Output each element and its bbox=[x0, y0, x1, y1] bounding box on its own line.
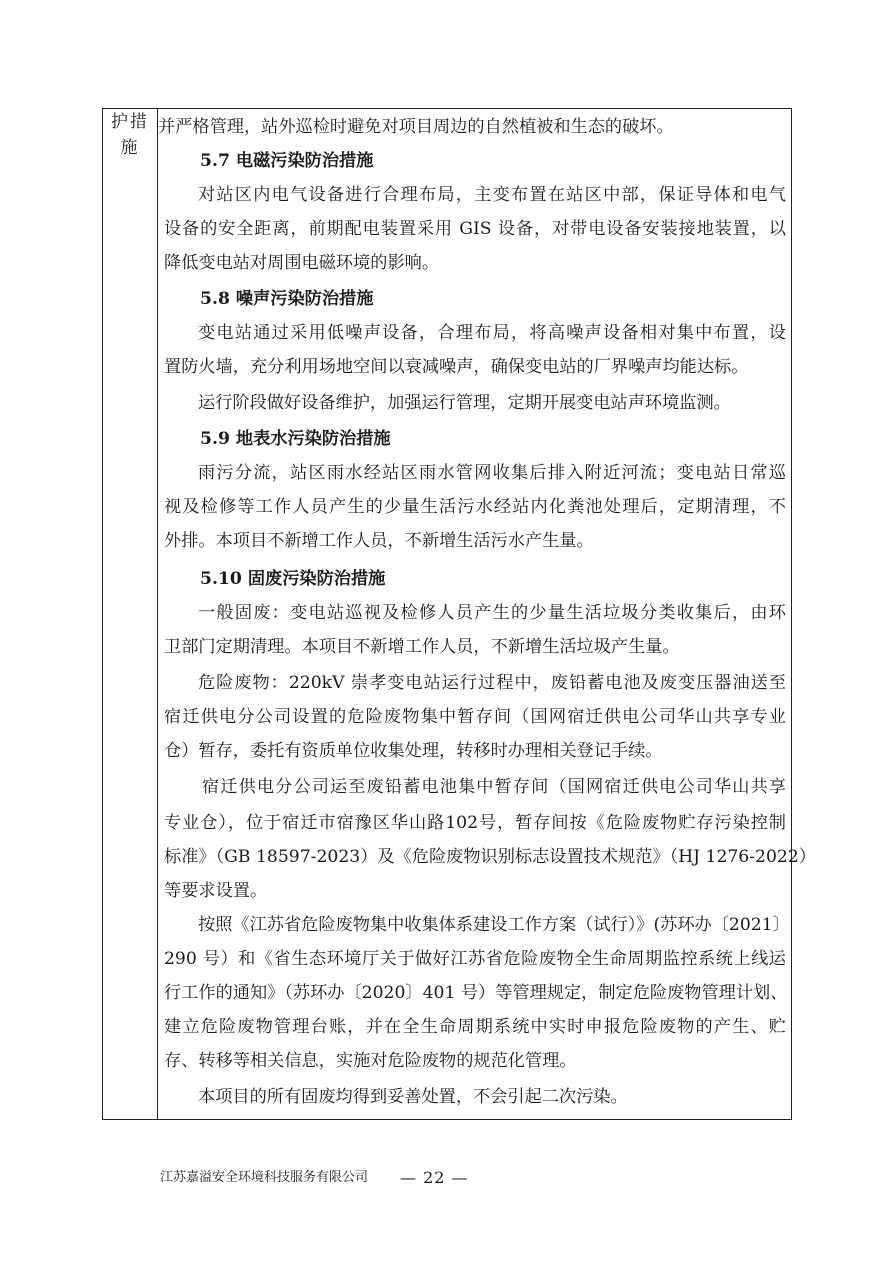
paragraph-line: 危险废物：220kV 崇孝变电站运行过程中，废铅蓄电池及废变压器油送至 bbox=[198, 673, 786, 693]
paragraph-line: 雨污分流，站区雨水经站区雨水管网收集后排入附近河流；变电站日常巡 bbox=[198, 463, 786, 483]
paragraph-line: 并严格管理，站外巡检时避免对项目周边的自然植被和生态的破坏。 bbox=[158, 117, 674, 137]
paragraph-line: 降低变电站对周围电磁环境的影响。 bbox=[164, 253, 440, 273]
section-heading-5-7: 5.7 电磁污染防治措施 bbox=[200, 151, 374, 171]
paragraph-line: 一般固废：变电站巡视及检修人员产生的少量生活垃圾分类收集后，由环 bbox=[198, 603, 786, 623]
paragraph-line: 变电站通过采用低噪声设备，合理布局，将高噪声设备相对集中布置，设 bbox=[198, 323, 786, 343]
paragraph-line: 运行阶段做好设备维护，加强运行管理，定期开展变电站声环境监测。 bbox=[198, 393, 731, 413]
paragraph-line: 外排。本项目不新增工作人员，不新增生活污水产生量。 bbox=[164, 531, 594, 551]
paragraph-line: 对站区内电气设备进行合理布局，主变布置在站区中部，保证导体和电气 bbox=[198, 185, 786, 205]
paragraph-line: 行工作的通知》（苏环办〔2020〕401 号）等管理规定，制定危险废物管理计划、 bbox=[164, 983, 788, 1003]
paragraph-line: 设备的安全距离，前期配电装置采用 GIS 设备，对带电设备安装接地装置，以 bbox=[164, 219, 786, 239]
section-heading-5-9: 5.9 地表水污染防治措施 bbox=[200, 429, 391, 449]
paragraph-line: 建立危险废物管理台账，并在全生命周期系统中实时申报危险废物的产生、贮 bbox=[164, 1017, 786, 1037]
section-heading-5-10: 5.10 固废污染防治措施 bbox=[200, 569, 386, 589]
paragraph-line: 存、转移等相关信息，实施对危险废物的规范化管理。 bbox=[164, 1051, 577, 1071]
row-label: 护措施 bbox=[111, 112, 149, 158]
paragraph-line: 290 号）和《省生态环境厅关于做好江苏省危险废物全生命周期监控系统上线运 bbox=[164, 949, 786, 969]
paragraph-line: 本项目的所有固废均得到妥善处置，不会引起二次污染。 bbox=[198, 1087, 628, 1107]
paragraph-line: 视及检修等工作人员产生的少量生活污水经站内化粪池处理后，定期清理，不 bbox=[164, 497, 786, 517]
paragraph-line: 卫部门定期清理。本项目不新增工作人员，不新增生活垃圾产生量。 bbox=[164, 637, 680, 657]
content-column bbox=[158, 109, 816, 1119]
paragraph-line: 宿迁供电分公司运至废铅蓄电池集中暂存间（国网宿迁供电公司华山共享 bbox=[202, 777, 786, 797]
footer-company-name: 江苏嘉溢安全环境科技服务有限公司 bbox=[160, 1170, 369, 1185]
paragraph-line: 按照《江苏省危险废物集中收集体系建设工作方案（试行）》(苏环办〔2021〕 bbox=[198, 915, 790, 935]
label-column bbox=[103, 109, 158, 1119]
paragraph-line: 置防火墙，充分利用场地空间以衰减噪声，确保变电站的厂界噪声均能达标。 bbox=[164, 357, 749, 377]
paragraph-line: 等要求设置。 bbox=[164, 881, 268, 901]
paragraph-line: 专业仓），位于宿迁市宿豫区华山路102号，暂存间按《危险废物贮存污染控制 bbox=[164, 813, 786, 833]
paragraph-line: 仓）暂存，委托有资质单位收集处理，转移时办理相关登记手续。 bbox=[164, 741, 663, 761]
page-number: — 22 — bbox=[400, 1168, 469, 1187]
section-heading-5-8: 5.8 噪声污染防治措施 bbox=[200, 289, 374, 309]
paragraph-line: 宿迁供电分公司设置的危险废物集中暂存间（国网宿迁供电公司华山共享专业 bbox=[164, 707, 786, 727]
content-table bbox=[102, 108, 816, 1120]
paragraph-line: 标准》（GB 18597-2023）及《危险废物识别标志设置技术规范》（HJ 1276-2022） bbox=[164, 847, 816, 867]
